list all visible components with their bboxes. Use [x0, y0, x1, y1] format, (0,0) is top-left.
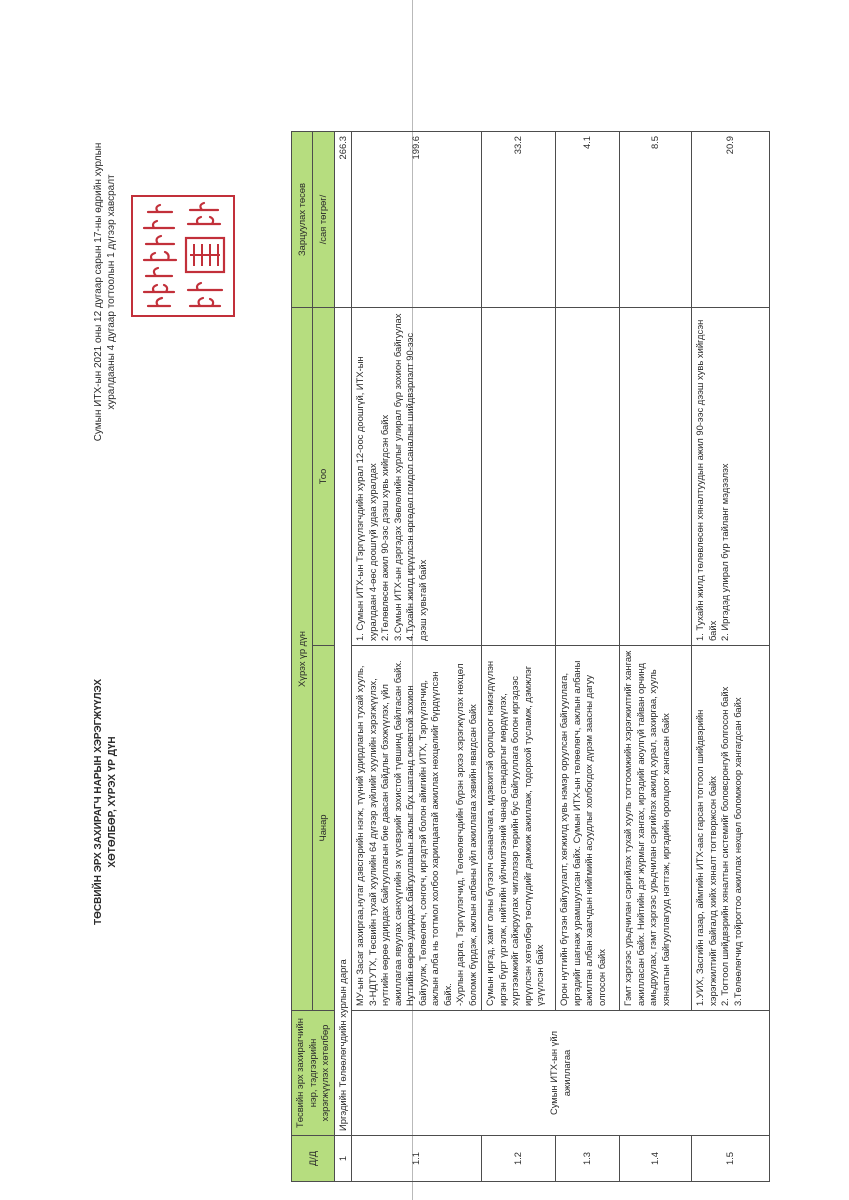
header-quantity: Тоо [313, 308, 334, 646]
row-quantity [482, 308, 556, 646]
quantity-item: 3.Сумын ИТХ-ын дэргэдэх Зөвлөлийн хурлыг улирал бүр зохион байгуулах [391, 313, 403, 641]
quality-item: Орон нутгийн бүтээн байгуулалт, хөгжилд хувь нэмэр оруулсан байгууллага, иргэдийг шагнаж урамшуулсан байх. Сумын ИТХ-ын төлөөлөгч, ажлын албаны ажилтан албан хаагчдын нийгмийн асуудлыг холбогдох дүрэм заасны дагуу олгосон байх [558, 660, 607, 1006]
quality-item: Сумын иргэд, хамт олны бүтээлч санаачлага, идэвхитэй оролцоог нэмэгдүүлэн иргэн бүрт үргэлж, нийтийн үйлчилгээний чанар стандартыг мөрдүүлэх, хүртээмжийг сайжруулах чиглэлээр төрийн бус байгууллага болон иргэдээс ирүүлсэн хөтөлбөр төслүүдийг дэмжиж ажиллаж, тодорхой тусламж, дэмжлэг үзүүлсэн байх [484, 660, 545, 1006]
row-num: 1.5 [692, 1136, 770, 1182]
row-quantity [620, 308, 692, 646]
quality-item: Гэмт хэргээс урьдчилан сэргийлэх тухай хууль тогтоомжийн хэрэгжилтийг хангаж ажилласан байх. Нийтийн дэг журмыг хангах, иргэдийг аюулгүй тайван орчинд амьдруулах, гэмт хэргээс урьдчилан сэргийлэх ажилд хурал, захиргаа, хууль хяналтын байгууллагууд нэгтгэж, иргэдийн оролцоог хангасан байх [622, 650, 671, 1006]
table-section-row [334, 132, 352, 1182]
title-line-1: ТӨСВИЙН ЭРХ ЗАХИРАГЧ НАРЫН ХЭРЭГЖҮҮЛЭХ [93, 679, 104, 925]
table-row [352, 132, 482, 1182]
header-program: Төсвийн эрх захирагчийн нэр, тэдгээрийн хэрэгжүүлэх хөтөлбөр [292, 1011, 335, 1136]
header-budget: Зарцуулах төсөв [292, 132, 313, 308]
row-quality [692, 646, 770, 1011]
stamp-icon [128, 192, 238, 320]
official-seal-stamp [128, 192, 238, 320]
row-budget: 8.5 [620, 132, 692, 308]
section-title: Иргэдийн Төлөөлөгчдийн хурлын дарга [334, 308, 352, 1136]
row-budget: 20.9 [692, 132, 770, 308]
quality-item: Нутгийн өөрөө удирдах байгууллагын ажлыг бүх шатанд оновчтой зохион байгуулж, Төлөөлөгч, сонгогч, иргэдтэй болон аймгийн ИТХ, Тэргүүлэгчид, ажлын алба нь тогтмол холбоо харилцаатай ажиллах нөхцөлийг бүрдүүлсэн байх. [404, 671, 453, 1006]
document-sheet [86, 132, 800, 1182]
approval-note: Сумын ИТХ-ын 2021 оны 12 дугаар сарын 17-ны өдрийн хурлын хуралдааны 4 дугаар тогтоолын 1 дүгээр хавсралт [93, 142, 117, 442]
row-quantity [692, 308, 770, 646]
quantity-item: 4.Тухайн жилд ирүүлсэн өргөдөл гомдол саналын шийдвэрлэлт 90-ээс дээш хувьтай байх [404, 332, 428, 641]
row-quantity [556, 308, 620, 646]
row-quality [556, 646, 620, 1011]
section-budget: 266.3 [334, 132, 352, 308]
program-results-table [291, 131, 770, 1182]
quantity-item: 1. Тухайн жилд төлөвлөсөн хяналтуудын ажил 90-ээс дээш хувь хийгдсэн байх [694, 319, 718, 641]
row-quantity [352, 308, 482, 646]
header-budget-unit: /сая төгрөг/ [313, 132, 334, 308]
section-num: 1 [334, 1136, 352, 1182]
row-num: 1.2 [482, 1136, 556, 1182]
row-budget: 199.6 [352, 132, 482, 308]
row-quality [352, 646, 482, 1011]
row-budget: 33.2 [482, 132, 556, 308]
quality-item: 1.УИХ, Засгийн газар, аймгийн ИТХ-аас гарсан тогтоол шийдвэрийн хэрэгжилтийг байгалд хийх хяналт тогтворжсон байх [694, 709, 718, 1006]
document-title [92, 422, 120, 1182]
quality-item: З-НДТУТХ, Төсвийн тухай хуулийн 64 дүгээр зүйлийг хуулийн хэрэгжүүлэх, нутгийн өөрөө удирдах байгууллагын бие даасан байдлыг бэхжүүлэх, үйл ажиллагаа явуулах санхүүгийн эх үүсвэрийг зохистой түвшинд байлгасан байх. [366, 660, 403, 1006]
header-quality: Чанар [313, 646, 334, 1011]
row-budget: 4.1 [556, 132, 620, 308]
program-name: Сумын ИТХ-ын үйл ажиллагаа [352, 1011, 770, 1136]
row-quality [620, 646, 692, 1011]
quality-item: 2. Тогтоол шийдвэрийн хяналтын системийг боловсронгуй болгосон байх [719, 686, 730, 1006]
row-num: 1.3 [556, 1136, 620, 1182]
quantity-item: 2. Иргэдэд улирал бүр тайланг мэдээлэх [719, 463, 730, 641]
row-num: 1.4 [620, 1136, 692, 1182]
quantity-item: 1. Сумын ИТХ-ын Тэргүүлэгчдийн хурал 12-оос доошгүй, ИТХ-ын хуралдаан 4-өөс доошгүй удаа хуралдах [354, 356, 378, 641]
row-num: 1.1 [352, 1136, 482, 1182]
row-quality [482, 646, 556, 1011]
title-line-2: ХӨТӨЛБӨР, ХҮРЭХ ҮР ДҮН [107, 736, 118, 868]
quality-item: МУ-ын Засаг захиргаа,нутаг дэвсгэрийн нэгж, түүний удирдлагын тухай хууль, [354, 665, 365, 1006]
quality-item: 3.Төлөөлөгчид тойрогтоо ажиллах нөхцөл боломжоор хангагдсан байх [731, 697, 743, 1006]
header-result: Хүрэх үр дүн [292, 308, 313, 1011]
header-num: Д/Д [292, 1136, 335, 1182]
quantity-item: 2.Төлөвлөсөн ажил 90-ээс дээш хувь хийгдсэн байх [379, 414, 390, 641]
quality-item: -Хурлын дарга, Тэргүүлэгчид, Төлөөлөгчдийн бүрэн эрхээ хэрэгжүүлэх нөхцөл боломж бүрдэж, ажлын албаны үйл ажиллагаа хэвийн явагдсан байх [454, 663, 478, 1006]
